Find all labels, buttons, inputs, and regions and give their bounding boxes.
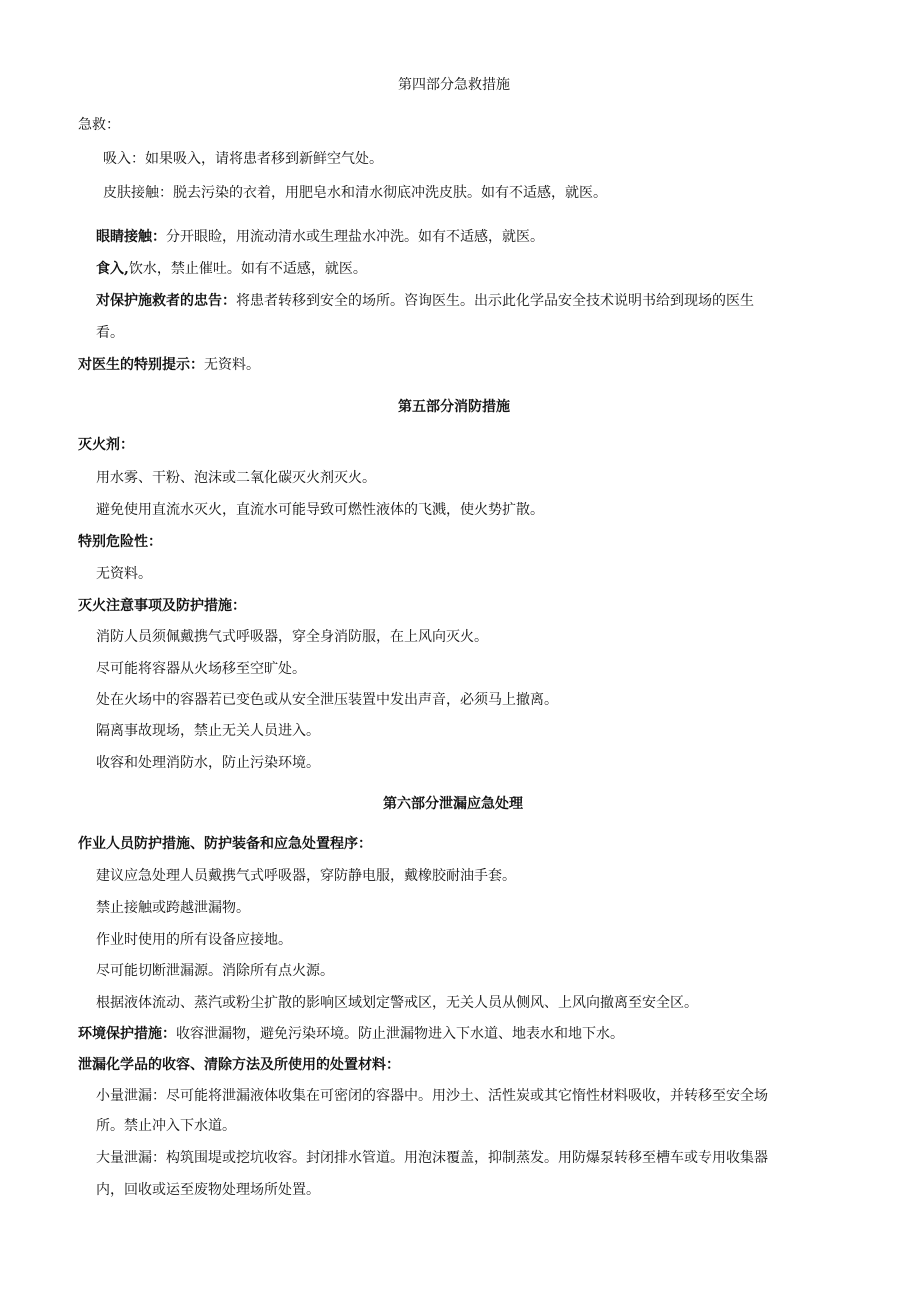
environmental-protection-text: 收容泄漏物，避免污染环境。防止泄漏物进入下水道、地表水和地下水。	[176, 1026, 624, 1042]
precaution-item: 消防人员须佩戴携气式呼吸器，穿全身消防服，在上风向灭火。	[96, 629, 488, 645]
special-hazard-text: 无资料。	[96, 566, 152, 582]
environmental-protection	[78, 1025, 624, 1043]
first-aid-label: 急救：	[78, 117, 120, 133]
environmental-protection-label: 环境保护措施：	[78, 1026, 176, 1042]
personnel-item: 尽可能切断泄漏源。消除所有点火源。	[96, 963, 334, 979]
small-spill-text-continued: 所。禁止冲入下水道。	[96, 1118, 236, 1134]
large-spill-text-continued: 内，回收或运至废物处理场所处置。	[96, 1182, 320, 1198]
firefighting-precautions-label: 灭火注意事项及防护措施：	[78, 598, 246, 614]
skin-contact-text: 皮肤接触：脱去污染的衣着，用肥皂水和清水彻底冲洗皮肤。如有不适感，就医。	[103, 185, 607, 201]
ingestion-text: 饮水，禁止催吐。如有不适感，就医。	[128, 261, 367, 277]
ingestion	[96, 260, 367, 278]
doctor-note-text: 无资料。	[204, 357, 260, 373]
part4-title: 第四部分急救措施	[398, 77, 510, 93]
personnel-item: 禁止接触或跨越泄漏物。	[96, 900, 250, 916]
part5-title: 第五部分消防措施	[398, 399, 510, 415]
eye-contact	[96, 228, 544, 246]
personnel-item: 作业时使用的所有设备应接地。	[96, 932, 292, 948]
precaution-item: 收容和处理消防水，防止污染环境。	[96, 755, 320, 771]
eye-contact-label: 眼睛接触：	[96, 229, 166, 245]
eye-contact-text: 分开眼睑，用流动清水或生理盐水冲洗。如有不适感，就医。	[166, 229, 544, 245]
cleanup-methods-label: 泄漏化学品的收容、清除方法及所使用的处置材料：	[78, 1057, 400, 1073]
personnel-protection-label: 作业人员防护措施、防护装备和应急处置程序：	[78, 836, 372, 852]
extinguishing-item: 用水雾、干粉、泡沫或二氧化碳灭火剂灭火。	[96, 470, 376, 486]
special-hazard-label: 特别危险性：	[78, 534, 162, 550]
ingestion-label: 食入,	[96, 261, 129, 277]
extinguishing-label: 灭火剂：	[78, 437, 134, 453]
large-spill-text: 大量泄漏：构筑围堤或挖坑收容。封闭排水管道。用泡沫覆盖，抑制蒸发。用防爆泵转移至槽车或专用收集器	[96, 1150, 768, 1166]
precaution-item: 隔离事故现场，禁止无关人员进入。	[96, 723, 320, 739]
inhalation-text: 吸入：如果吸入，请将患者移到新鲜空气处。	[103, 151, 383, 167]
doctor-note	[78, 356, 260, 374]
rescuer-advice-label: 对保护施救者的忠告：	[96, 293, 236, 309]
part6-title: 第六部分泄漏应急处理	[383, 796, 523, 812]
rescuer-advice-text: 将患者转移到安全的场所。咨询医生。出示此化学品安全技术说明书给到现场的医生	[236, 293, 754, 309]
precaution-item: 处在火场中的容器若已变色或从安全泄压装置中发出声音，必须马上撤离。	[96, 692, 558, 708]
small-spill-text: 小量泄漏：尽可能将泄漏液体收集在可密闭的容器中。用沙土、活性炭或其它惰性材料吸收，并转移至安全场	[96, 1088, 768, 1104]
doctor-note-label: 对医生的特别提示：	[78, 357, 204, 373]
rescuer-advice	[96, 292, 754, 310]
personnel-item: 建议应急处理人员戴携气式呼吸器，穿防静电服，戴橡胶耐油手套。	[96, 868, 516, 884]
rescuer-advice-continued: 看。	[96, 325, 124, 341]
precaution-item: 尽可能将容器从火场移至空旷处。	[96, 661, 306, 677]
personnel-item: 根据液体流动、蒸汽或粉尘扩散的影响区域划定警戒区，无关人员从侧风、上风向撤离至安全区。	[96, 995, 698, 1011]
extinguishing-item: 避免使用直流水灭火，直流水可能导致可燃性液体的飞溅，使火势扩散。	[96, 502, 544, 518]
